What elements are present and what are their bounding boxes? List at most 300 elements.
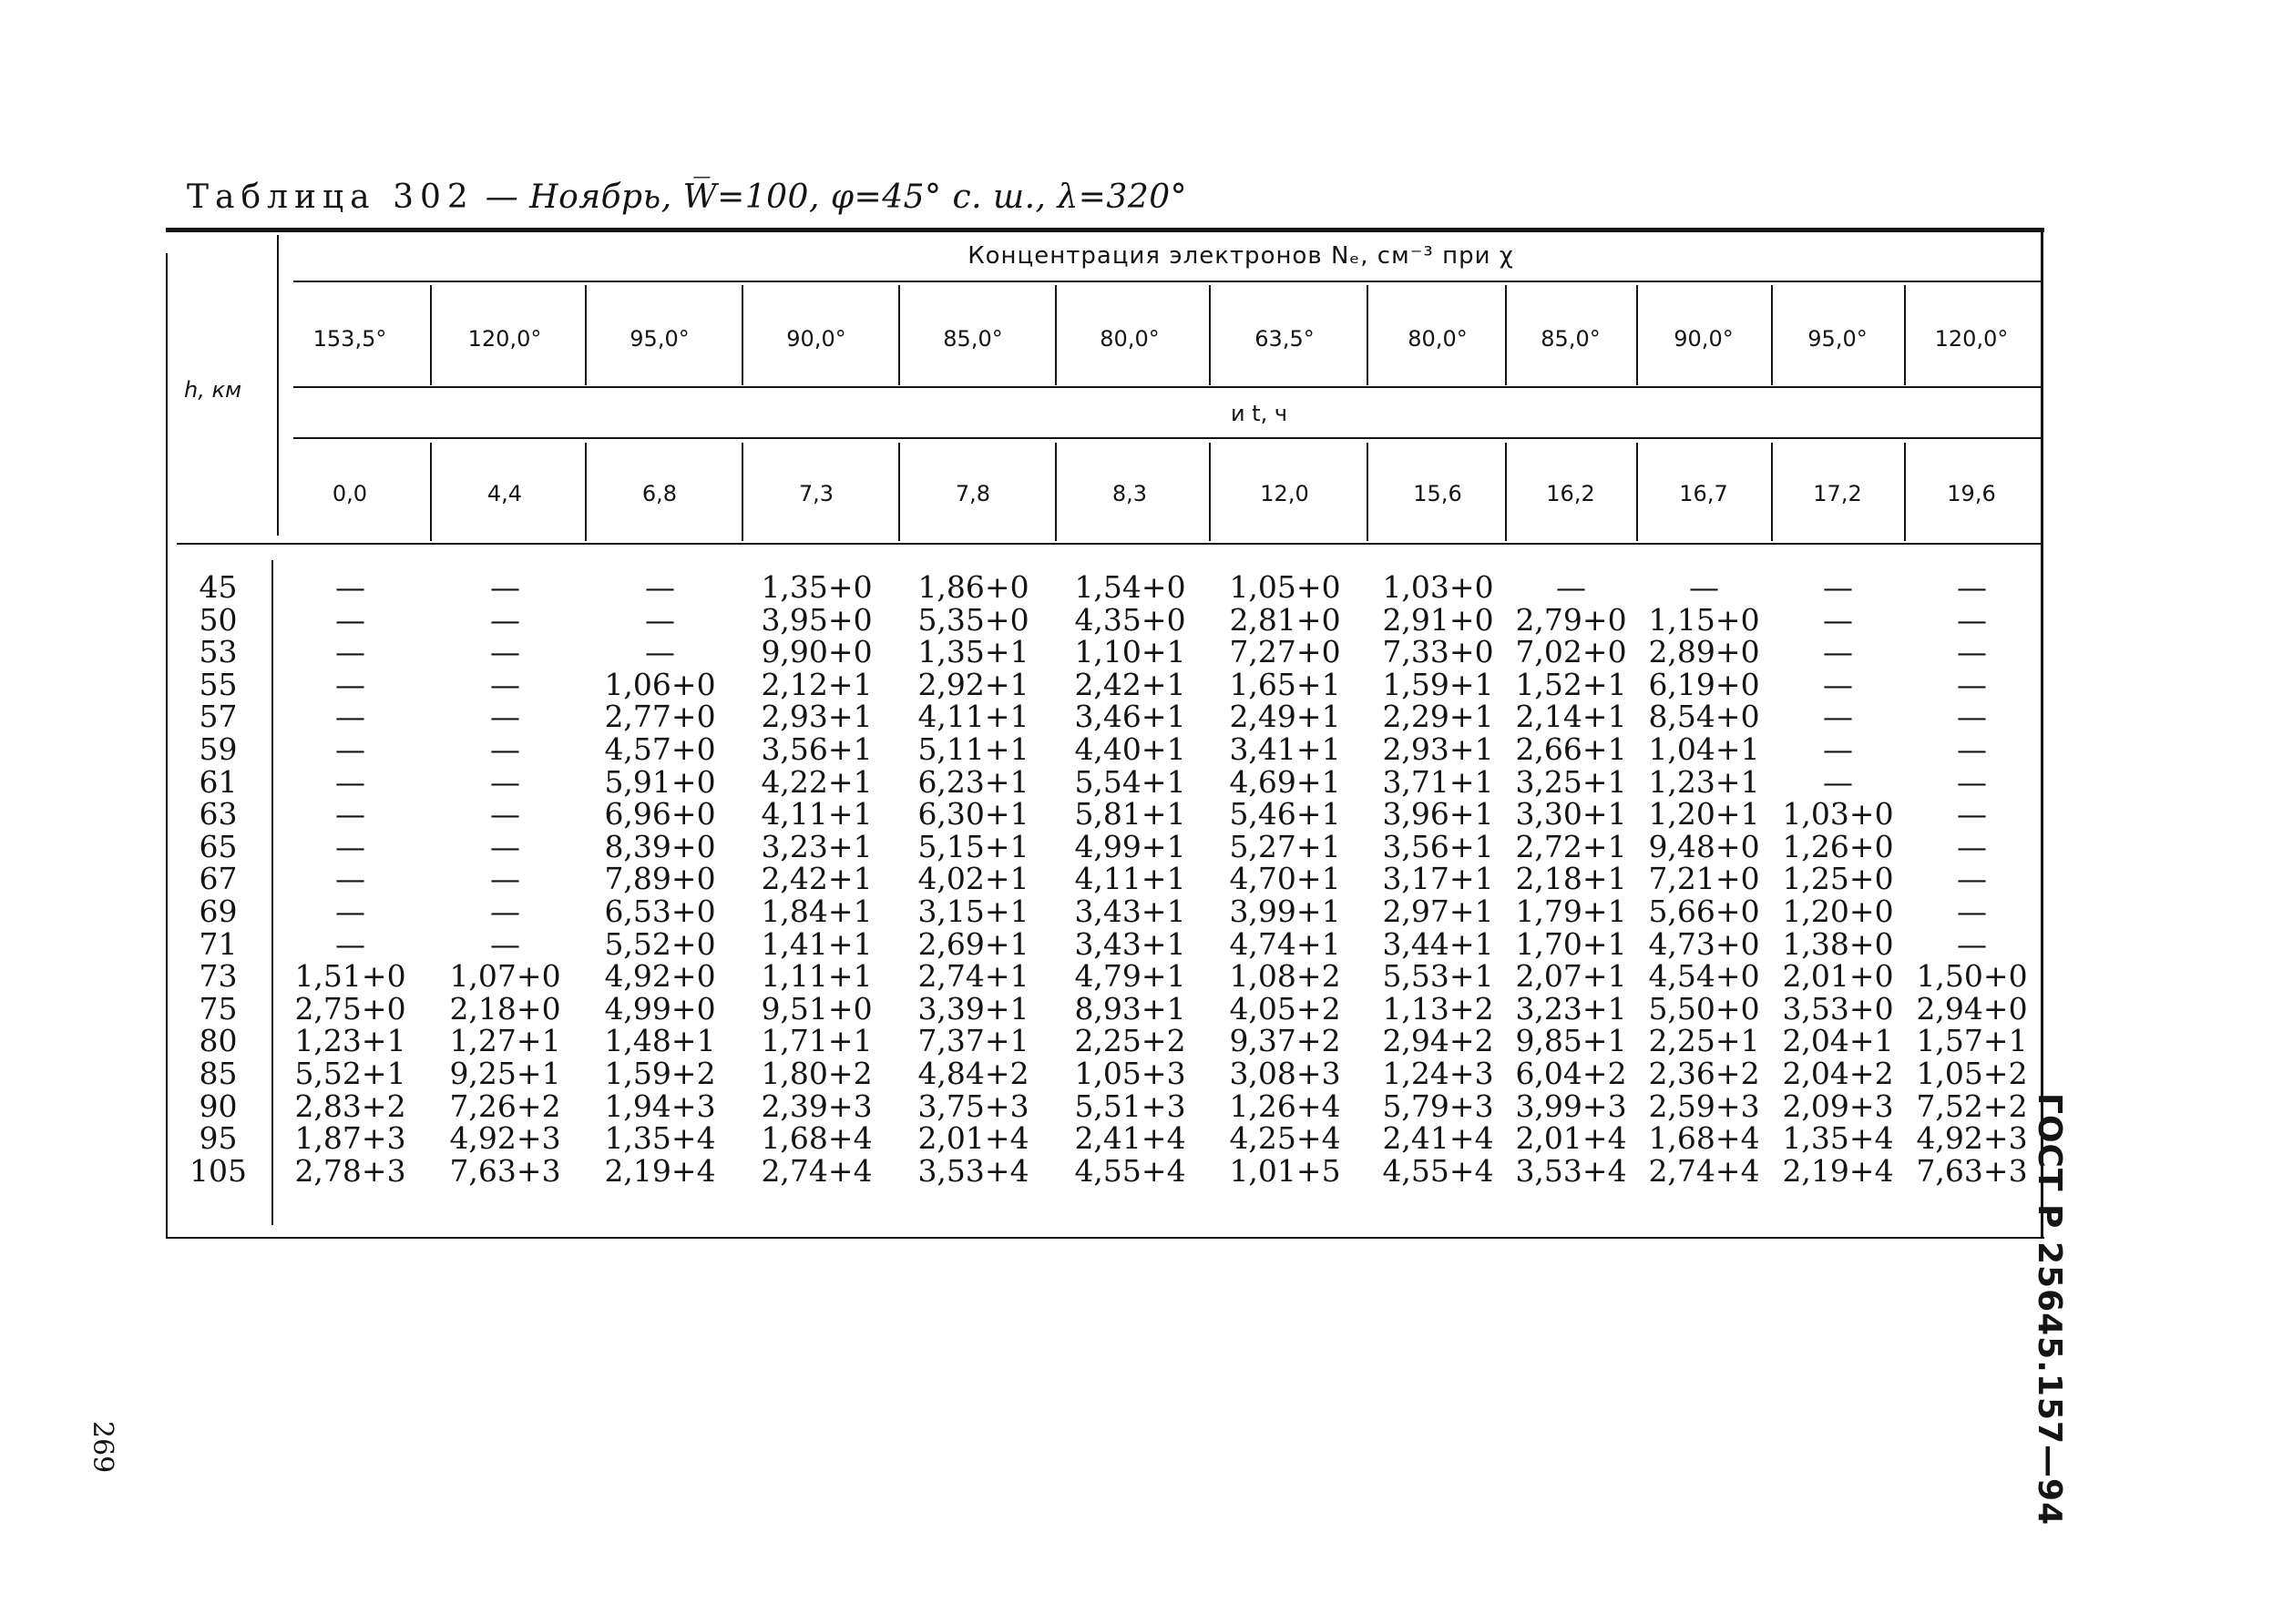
value-cell: 6,30+1 (917, 796, 1029, 832)
value-cell: 5,11+1 (917, 731, 1029, 767)
value-cell: 4,79+1 (1074, 958, 1186, 995)
value-cell: 5,52+1 (294, 1056, 406, 1091)
value-cell: 5,50+0 (1648, 990, 1760, 1026)
value-cell: 2,04+2 (1782, 1056, 1894, 1091)
height-cell: 45 (199, 569, 238, 605)
chi-header-cell: 90,0° (786, 326, 846, 352)
column-divider (1771, 285, 1773, 385)
value-cell: 2,72+1 (1515, 828, 1627, 864)
value-cell: — (1957, 763, 1987, 800)
value-cell: — (335, 601, 365, 638)
column-divider (742, 285, 743, 385)
height-cell: 90 (199, 1088, 238, 1124)
height-cell: 75 (199, 990, 238, 1026)
value-cell: 6,96+0 (604, 796, 716, 832)
value-cell: — (490, 925, 520, 962)
value-cell: 3,30+1 (1515, 796, 1627, 832)
h-column-header: h, км (184, 377, 242, 403)
value-cell: 2,83+2 (294, 1088, 406, 1124)
value-cell: 4,92+3 (1916, 1120, 2028, 1157)
value-cell: 5,46+1 (1229, 796, 1341, 832)
value-cell: 1,05+2 (1916, 1056, 2028, 1091)
value-cell: 1,35+4 (1782, 1120, 1894, 1157)
value-cell: 2,04+1 (1782, 1023, 1894, 1059)
column-divider (430, 443, 432, 541)
t-header-cell: 7,8 (955, 481, 991, 506)
value-cell: 3,75+3 (917, 1088, 1029, 1124)
value-cell: 1,35+1 (917, 634, 1029, 670)
value-cell: — (335, 796, 365, 832)
chi-header-cell: 90,0° (1674, 326, 1734, 352)
value-cell: 2,97+1 (1382, 894, 1494, 929)
t-header-cell: 17,2 (1813, 481, 1862, 506)
height-cell: 67 (199, 861, 238, 897)
t-header-cell: 16,2 (1546, 481, 1595, 506)
value-cell: 4,55+4 (1382, 1152, 1494, 1189)
column-divider (898, 443, 900, 541)
value-cell: — (1823, 666, 1853, 702)
height-cell: 61 (199, 763, 238, 800)
value-cell: 4,99+0 (604, 990, 716, 1026)
value-cell: 2,01+0 (1782, 958, 1894, 995)
top-rule (166, 228, 2044, 232)
height-cell: 80 (199, 1023, 238, 1059)
value-cell: — (490, 731, 520, 767)
value-cell: 5,66+0 (1648, 894, 1760, 929)
value-cell: 3,53+4 (1515, 1152, 1627, 1189)
value-cell: 1,01+5 (1229, 1152, 1341, 1189)
value-cell: 3,99+1 (1229, 894, 1341, 929)
value-cell: 2,94+2 (1382, 1023, 1494, 1059)
value-cell: — (490, 699, 520, 735)
value-cell: 7,37+1 (917, 1023, 1029, 1059)
value-cell: 7,27+0 (1229, 634, 1341, 670)
value-cell: 5,52+0 (604, 925, 716, 962)
value-cell: 4,22+1 (761, 763, 873, 800)
value-cell: — (490, 763, 520, 800)
value-cell: 4,54+0 (1648, 958, 1760, 995)
value-cell: 1,03+0 (1382, 569, 1494, 605)
value-cell: 2,01+4 (1515, 1120, 1627, 1157)
value-cell: 3,44+1 (1382, 925, 1494, 962)
value-cell: 7,52+2 (1916, 1088, 2028, 1124)
value-cell: 3,56+1 (1382, 828, 1494, 864)
value-cell: 5,35+0 (917, 601, 1029, 638)
value-cell: 4,99+1 (1074, 828, 1186, 864)
value-cell: 2,25+2 (1074, 1023, 1186, 1059)
value-cell: 1,23+1 (1648, 763, 1760, 800)
value-cell: — (1957, 861, 1987, 897)
t-rule-top (293, 386, 2042, 388)
value-cell: 2,81+0 (1229, 601, 1341, 638)
page-number: 269 (87, 1421, 118, 1474)
table-title (187, 179, 1187, 216)
value-cell: 5,81+1 (1074, 796, 1186, 832)
value-cell: 2,49+1 (1229, 699, 1341, 735)
value-cell: 3,53+0 (1782, 990, 1894, 1026)
value-cell: — (1957, 828, 1987, 864)
value-cell: 3,43+1 (1074, 894, 1186, 929)
height-cell: 95 (199, 1120, 238, 1157)
value-cell: 4,92+3 (449, 1120, 561, 1157)
value-cell: 3,46+1 (1074, 699, 1186, 735)
value-cell: 5,51+3 (1074, 1088, 1186, 1124)
value-cell: 1,27+1 (449, 1023, 561, 1059)
value-cell: 1,68+4 (1648, 1120, 1760, 1157)
value-cell: 9,48+0 (1648, 828, 1760, 864)
data-table (166, 228, 2044, 1239)
value-cell: 2,01+4 (917, 1120, 1029, 1157)
value-cell: 5,54+1 (1074, 763, 1186, 800)
value-cell: 5,27+1 (1229, 828, 1341, 864)
height-cell: 50 (199, 601, 238, 638)
column-divider (1771, 443, 1773, 541)
value-cell: 2,29+1 (1382, 699, 1494, 735)
value-cell: 9,90+0 (761, 634, 873, 670)
value-cell: — (1957, 894, 1987, 929)
value-cell: — (645, 634, 675, 670)
value-cell: 2,41+4 (1074, 1120, 1186, 1157)
value-cell: 5,15+1 (917, 828, 1029, 864)
value-cell: 1,50+0 (1916, 958, 2028, 995)
value-cell: 1,06+0 (604, 666, 716, 702)
table-bottom-rule (166, 1237, 2044, 1239)
column-divider (585, 443, 587, 541)
value-cell: 4,11+1 (1074, 861, 1186, 897)
value-cell: 5,79+3 (1382, 1088, 1494, 1124)
value-cell: 2,91+0 (1382, 601, 1494, 638)
value-cell: — (1823, 634, 1853, 670)
value-cell: 4,25+4 (1229, 1120, 1341, 1157)
value-cell: 2,77+0 (604, 699, 716, 735)
column-divider (742, 443, 743, 541)
header-bottom-rule (177, 543, 2042, 545)
value-cell: 7,26+2 (449, 1088, 561, 1124)
chi-header-cell: 63,5° (1254, 326, 1315, 352)
table-caption: — Ноябрь, W̅=100, φ=45° с. ш., λ=320° (474, 179, 1188, 216)
value-cell: 4,02+1 (917, 861, 1029, 897)
chi-header-cell: 120,0° (467, 326, 542, 352)
value-cell: 7,89+0 (604, 861, 716, 897)
value-cell: 4,40+1 (1074, 731, 1186, 767)
value-cell: 1,20+1 (1648, 796, 1760, 832)
height-cell: 57 (199, 699, 238, 735)
height-cell: 73 (199, 958, 238, 995)
value-cell: — (1823, 699, 1853, 735)
value-cell: 3,56+1 (761, 731, 873, 767)
value-cell: 2,74+4 (761, 1152, 873, 1189)
value-cell: 4,74+1 (1229, 925, 1341, 962)
value-cell: — (335, 634, 365, 670)
value-cell: 1,35+4 (604, 1120, 716, 1157)
value-cell: 1,15+0 (1648, 601, 1760, 638)
value-cell: 4,92+0 (604, 958, 716, 995)
value-cell: 1,54+0 (1074, 569, 1186, 605)
value-cell: — (335, 666, 365, 702)
value-cell: — (335, 699, 365, 735)
value-cell: 1,52+1 (1515, 666, 1627, 702)
value-cell: 4,57+0 (604, 731, 716, 767)
value-cell: 1,04+1 (1648, 731, 1760, 767)
value-cell: 1,59+1 (1382, 666, 1494, 702)
value-cell: 3,08+3 (1229, 1056, 1341, 1091)
value-cell: 1,26+0 (1782, 828, 1894, 864)
value-cell: 1,20+0 (1782, 894, 1894, 929)
value-cell: 1,35+0 (761, 569, 873, 605)
value-cell: 2,42+1 (1074, 666, 1186, 702)
value-cell: 8,93+1 (1074, 990, 1186, 1026)
value-cell: 1,05+3 (1074, 1056, 1186, 1091)
value-cell: — (1957, 731, 1987, 767)
value-cell: — (1823, 763, 1853, 800)
value-cell: 2,94+0 (1916, 990, 2028, 1026)
value-cell: — (490, 894, 520, 929)
value-cell: 7,21+0 (1648, 861, 1760, 897)
t-header-cell: 19,6 (1947, 481, 1996, 506)
value-cell: 1,80+2 (761, 1056, 873, 1091)
value-cell: — (490, 634, 520, 670)
value-cell: 1,05+0 (1229, 569, 1341, 605)
value-cell: 1,48+1 (604, 1023, 716, 1059)
height-cell: 53 (199, 634, 238, 670)
value-cell: — (335, 861, 365, 897)
height-cell: 69 (199, 894, 238, 929)
column-divider (1055, 285, 1057, 385)
value-cell: 4,70+1 (1229, 861, 1341, 897)
column-divider (1367, 443, 1368, 541)
value-cell: 3,23+1 (761, 828, 873, 864)
value-cell: 2,19+4 (604, 1152, 716, 1189)
value-cell: 3,43+1 (1074, 925, 1186, 962)
t-header-cell: 8,3 (1111, 481, 1148, 506)
column-divider (1904, 443, 1906, 541)
value-cell: — (1823, 731, 1853, 767)
value-cell: 1,51+0 (294, 958, 406, 995)
value-cell: 2,92+1 (917, 666, 1029, 702)
value-cell: — (1957, 925, 1987, 962)
column-divider (430, 285, 432, 385)
value-cell: 1,59+2 (604, 1056, 716, 1091)
value-cell: — (335, 569, 365, 605)
value-cell: 1,65+1 (1229, 666, 1341, 702)
value-cell: 7,33+0 (1382, 634, 1494, 670)
value-cell: 3,25+1 (1515, 763, 1627, 800)
t-header-cell: 4,4 (486, 481, 523, 506)
value-cell: 2,09+3 (1782, 1088, 1894, 1124)
value-cell: 2,36+2 (1648, 1056, 1760, 1091)
value-cell: 4,11+1 (761, 796, 873, 832)
value-cell: — (1556, 569, 1586, 605)
value-cell: — (645, 601, 675, 638)
value-cell: 2,93+1 (1382, 731, 1494, 767)
value-cell: 7,63+3 (1916, 1152, 2028, 1189)
value-cell: 1,24+3 (1382, 1056, 1494, 1091)
value-cell: 1,87+3 (294, 1120, 406, 1157)
t-header-cell: 15,6 (1413, 481, 1462, 506)
value-cell: 4,69+1 (1229, 763, 1341, 800)
value-cell: 7,63+3 (449, 1152, 561, 1189)
value-cell: 1,70+1 (1515, 925, 1627, 962)
value-cell: 2,25+1 (1648, 1023, 1760, 1059)
value-cell: 1,03+0 (1782, 796, 1894, 832)
value-cell: — (1957, 601, 1987, 638)
height-cell: 71 (199, 925, 238, 962)
chi-rule (293, 281, 2042, 282)
t-header-cell: 16,7 (1679, 481, 1728, 506)
value-cell: 3,41+1 (1229, 731, 1341, 767)
value-cell: 9,85+1 (1515, 1023, 1627, 1059)
value-cell: 3,15+1 (917, 894, 1029, 929)
value-cell: 3,71+1 (1382, 763, 1494, 800)
value-cell: 2,07+1 (1515, 958, 1627, 995)
value-cell: — (335, 731, 365, 767)
value-cell: 1,84+1 (761, 894, 873, 929)
column-divider (585, 285, 587, 385)
height-cell: 65 (199, 828, 238, 864)
t-header: и t, ч (1230, 401, 1288, 426)
value-cell: — (1957, 634, 1987, 670)
value-cell: 2,78+3 (294, 1152, 406, 1189)
value-cell: 2,89+0 (1648, 634, 1760, 670)
value-cell: 1,38+0 (1782, 925, 1894, 962)
value-cell: 8,39+0 (604, 828, 716, 864)
t-header-cell: 0,0 (332, 481, 368, 506)
value-cell: 1,71+1 (761, 1023, 873, 1059)
value-cell: 1,41+1 (761, 925, 873, 962)
t-header-cell: 7,3 (798, 481, 834, 506)
value-cell: 3,53+4 (917, 1152, 1029, 1189)
t-header-cell: 6,8 (641, 481, 678, 506)
value-cell: 1,11+1 (761, 958, 873, 995)
value-cell: 5,53+1 (1382, 958, 1494, 995)
value-cell: 2,93+1 (761, 699, 873, 735)
value-cell: 1,26+4 (1229, 1088, 1341, 1124)
value-cell: 4,05+2 (1229, 990, 1341, 1026)
value-cell: 6,23+1 (917, 763, 1029, 800)
chi-header-cell: 85,0° (943, 326, 1003, 352)
chi-header-cell: 95,0° (1807, 326, 1868, 352)
value-cell: — (1957, 796, 1987, 832)
value-cell: 1,79+1 (1515, 894, 1627, 929)
value-cell: 4,73+0 (1648, 925, 1760, 962)
chi-header-cell: 95,0° (630, 326, 690, 352)
value-cell: 1,23+1 (294, 1023, 406, 1059)
t-rule-bottom (293, 437, 2042, 439)
chi-header-cell: 80,0° (1408, 326, 1468, 352)
value-cell: 1,07+0 (449, 958, 561, 995)
value-cell: — (490, 569, 520, 605)
value-cell: — (645, 569, 675, 605)
value-cell: — (335, 828, 365, 864)
column-divider (1209, 285, 1211, 385)
value-cell: 2,79+0 (1515, 601, 1627, 638)
height-cell: 63 (199, 796, 238, 832)
value-cell: 2,12+1 (761, 666, 873, 702)
value-cell: 1,10+1 (1074, 634, 1186, 670)
height-cell: 105 (189, 1152, 247, 1189)
column-divider (1904, 285, 1906, 385)
value-cell: 3,23+1 (1515, 990, 1627, 1026)
value-cell: 4,35+0 (1074, 601, 1186, 638)
column-divider (1367, 285, 1368, 385)
value-cell: 2,75+0 (294, 990, 406, 1026)
value-cell: 2,66+1 (1515, 731, 1627, 767)
height-cell: 55 (199, 666, 238, 702)
value-cell: — (1823, 601, 1853, 638)
value-cell: 9,25+1 (449, 1056, 561, 1091)
value-cell: 6,04+2 (1515, 1056, 1627, 1091)
value-cell: 3,17+1 (1382, 861, 1494, 897)
value-cell: — (1957, 569, 1987, 605)
value-cell: 2,18+1 (1515, 861, 1627, 897)
value-cell: 3,95+0 (761, 601, 873, 638)
value-cell: 1,57+1 (1916, 1023, 2028, 1059)
value-cell: 2,42+1 (761, 861, 873, 897)
value-cell: 8,54+0 (1648, 699, 1760, 735)
value-cell: 2,14+1 (1515, 699, 1627, 735)
value-cell: 5,91+0 (604, 763, 716, 800)
value-cell: 1,25+0 (1782, 861, 1894, 897)
height-cell: 85 (199, 1056, 238, 1091)
value-cell: — (335, 894, 365, 929)
chi-header-cell: 80,0° (1100, 326, 1160, 352)
value-cell: — (1689, 569, 1719, 605)
value-cell: 2,74+1 (917, 958, 1029, 995)
value-cell: — (490, 828, 520, 864)
value-cell: 1,68+4 (761, 1120, 873, 1157)
column-divider (1055, 443, 1057, 541)
value-cell: — (490, 796, 520, 832)
concentration-header: Концентрация электронов Nₑ, см⁻³ при χ (967, 242, 1514, 270)
value-cell: 2,39+3 (761, 1088, 873, 1124)
chi-header-cell: 120,0° (1934, 326, 2009, 352)
table-number: Таблица 302 (187, 179, 475, 216)
value-cell: — (1957, 666, 1987, 702)
value-cell: 2,69+1 (917, 925, 1029, 962)
value-cell: 2,19+4 (1782, 1152, 1894, 1189)
chi-header-cell: 153,5° (312, 326, 387, 352)
value-cell: — (490, 601, 520, 638)
height-cell: 59 (199, 731, 238, 767)
value-cell: 3,39+1 (917, 990, 1029, 1026)
value-cell: 2,59+3 (1648, 1088, 1760, 1124)
column-divider (898, 285, 900, 385)
value-cell: 3,99+3 (1515, 1088, 1627, 1124)
value-cell: 1,13+2 (1382, 990, 1494, 1026)
t-header-cell: 12,0 (1260, 481, 1309, 506)
value-cell: 6,53+0 (604, 894, 716, 929)
stub-border-body (271, 560, 273, 1225)
column-divider (1636, 285, 1638, 385)
value-cell: 1,94+3 (604, 1088, 716, 1124)
value-cell: 4,11+1 (917, 699, 1029, 735)
value-cell: 2,41+4 (1382, 1120, 1494, 1157)
value-cell: 6,19+0 (1648, 666, 1760, 702)
stub-border-head (277, 235, 279, 536)
value-cell: — (335, 925, 365, 962)
value-cell: 9,37+2 (1229, 1023, 1341, 1059)
value-cell: 2,74+4 (1648, 1152, 1760, 1189)
value-cell: 1,86+0 (917, 569, 1029, 605)
value-cell: 9,51+0 (761, 990, 873, 1026)
value-cell: 3,96+1 (1382, 796, 1494, 832)
column-divider (1636, 443, 1638, 541)
value-cell: 7,02+0 (1515, 634, 1627, 670)
value-cell: 1,08+2 (1229, 958, 1341, 995)
standard-designation: ГОСТ Р 25645.157—94 (2031, 1093, 2068, 1527)
value-cell: — (1823, 569, 1853, 605)
value-cell: 2,18+0 (449, 990, 561, 1026)
